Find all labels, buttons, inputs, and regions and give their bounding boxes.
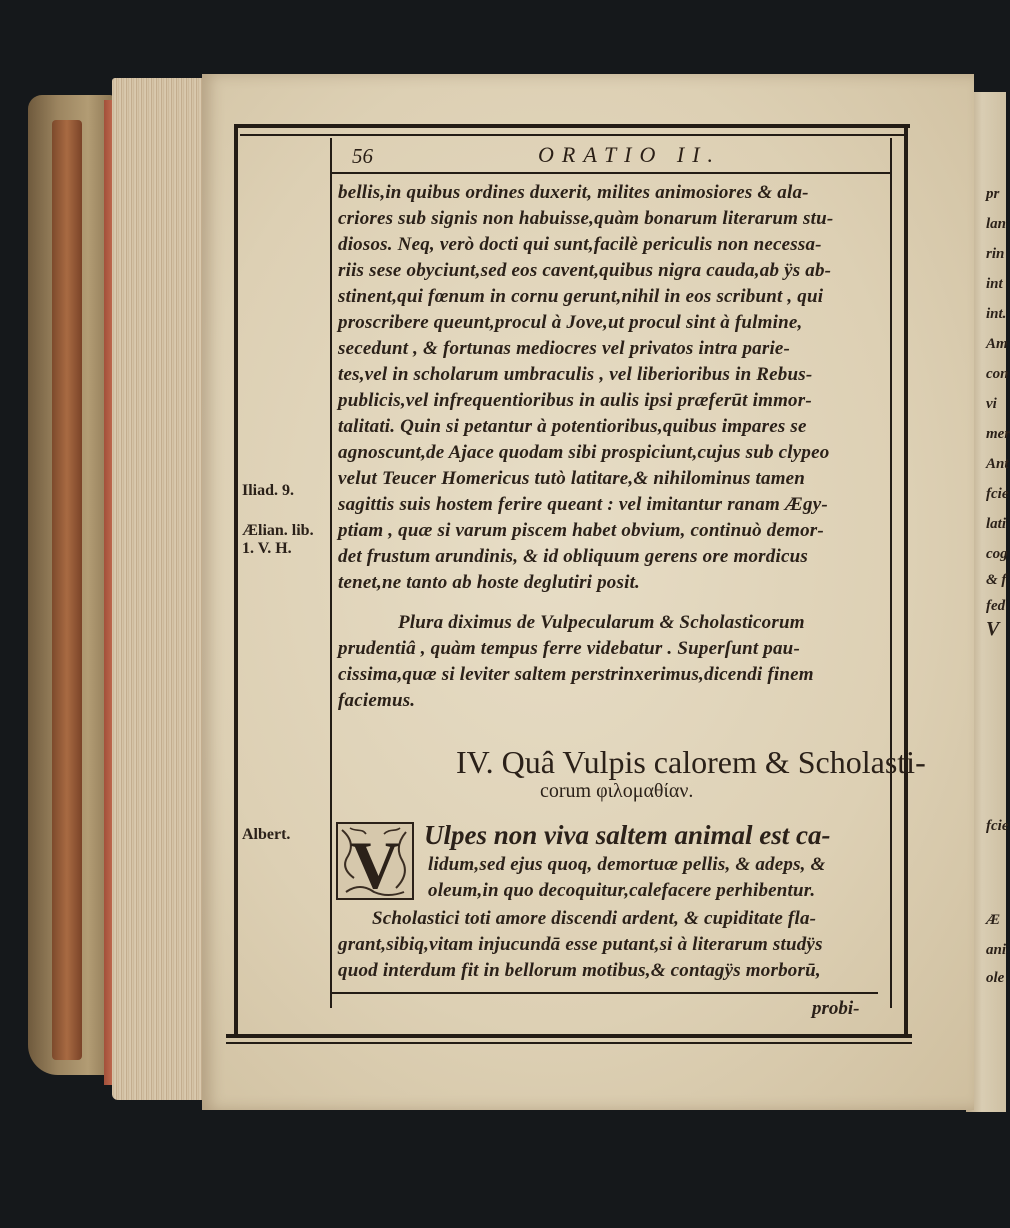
margin-column-rule bbox=[330, 138, 332, 1008]
facing-page-fragment: Ant bbox=[986, 456, 1009, 472]
section-line: grant,sibiq,vitam injucundā esse putant,si à literarum studÿs bbox=[338, 934, 823, 955]
body-line: stinent,qui fœnum in cornu gerunt,nihil in eos scribunt , qui bbox=[338, 286, 824, 307]
body-line: cissima,quæ si leviter saltem perstrinxerimus,dicendi finem bbox=[338, 664, 814, 685]
facing-page-fragment: & f bbox=[986, 572, 1007, 588]
body-line: faciemus. bbox=[338, 690, 416, 711]
body-line: proscribere queunt,procul à Jove,ut procul sint à fulmine, bbox=[338, 312, 803, 333]
body-line: talitati. Quin si petantur à potentioribus,quibus impares se bbox=[338, 416, 807, 437]
body-line: velut Teucer Homericus tutò latitare,& nihilominus tamen bbox=[338, 468, 806, 489]
section-heading: IV. Quâ Vulpis calorem & Scholasti- bbox=[456, 744, 926, 780]
facing-page-fragment: Am bbox=[986, 336, 1008, 352]
body-line: riis sese obyciunt,sed eos cavent,quibus nigra cauda,ab ÿs ab- bbox=[338, 260, 832, 281]
section-line: oleum,in quo decoquitur,calefacere perhibentur. bbox=[428, 880, 816, 901]
facing-page-fragment: mer bbox=[986, 426, 1010, 442]
body-line: diosos. Neq, verò docti qui sunt,facilè periculis non necessa- bbox=[338, 234, 822, 255]
decorated-initial bbox=[336, 822, 414, 903]
body-line: det frustum arundinis, & id obliquum gerens ore mordicus bbox=[338, 546, 808, 567]
frame-top-inner-rule bbox=[240, 134, 904, 136]
body-line: ptiam , quæ si varum piscem habet obvium, continuò demor- bbox=[338, 520, 824, 541]
facing-page-fragment: Æ bbox=[986, 912, 1001, 928]
frame-left-rule bbox=[234, 124, 238, 1034]
body-line: sagittis suis hostem ferire queant : vel imitantur ranam Ægy- bbox=[338, 494, 828, 515]
section-line: quod interdum fit in bellorum motibus,& contagÿs morborū, bbox=[338, 960, 821, 981]
body-line: agnoscunt,de Ajace quodam sibi prospiciunt,cujus sub clypeo bbox=[338, 442, 830, 463]
facing-page-fragment: fcie bbox=[986, 486, 1009, 502]
margin-note-vh: 1. V. H. bbox=[242, 540, 292, 557]
body-line: tes,vel in scholarum umbraculis , vel liberioribus in Rebus- bbox=[338, 364, 813, 385]
body-line: Plura diximus de Vulpecularum & Scholasticorum bbox=[398, 612, 805, 633]
frame-bottom-inner-rule bbox=[226, 1042, 912, 1044]
text-right-rule bbox=[890, 138, 892, 1008]
text-bottom-rule bbox=[332, 992, 878, 994]
cover-edge bbox=[52, 120, 82, 1060]
dropcap-letter: V bbox=[350, 827, 400, 903]
frame-top-rule bbox=[236, 124, 910, 128]
facing-page-fragment: V bbox=[986, 618, 1000, 640]
facing-page-fragment: ole bbox=[986, 970, 1005, 986]
margin-note-iliad: Iliad. 9. bbox=[242, 482, 295, 499]
facing-page-fragment: ani bbox=[986, 942, 1007, 958]
facing-page-fragment: int bbox=[986, 276, 1003, 292]
catchword: probi- bbox=[812, 998, 860, 1019]
section-subheading: corum φιλομαθίαν. bbox=[540, 780, 694, 802]
body-line: publicis,vel infrequentioribus in aulis ipsi præferūt immor- bbox=[338, 390, 812, 411]
header-rule bbox=[332, 172, 890, 174]
facing-page-fragment: pr bbox=[986, 186, 1000, 202]
running-head: ORATIO II. bbox=[538, 142, 722, 167]
facing-page-fragment: fed bbox=[986, 598, 1006, 614]
body-line: bellis,in quibus ordines duxerit, milites animosiores & ala- bbox=[338, 182, 809, 203]
section-line: lidum,sed ejus quoq, demortuæ pellis, & adeps, & bbox=[428, 854, 826, 875]
facing-page-fragment: fcie bbox=[986, 818, 1009, 834]
section-first-line: Ulpes non viva saltem animal est ca- bbox=[424, 820, 831, 850]
facing-page-fragment: vi bbox=[986, 396, 997, 412]
facing-page-fragment: con bbox=[986, 366, 1009, 382]
page-number: 56 bbox=[352, 144, 373, 168]
margin-note-aelian: Ælian. lib. bbox=[242, 522, 314, 539]
margin-note-albert: Albert. bbox=[242, 826, 291, 843]
page-edges bbox=[112, 78, 210, 1100]
frame-bottom-rule bbox=[226, 1034, 912, 1038]
facing-page-fragment: rin bbox=[986, 246, 1005, 262]
facing-page-fragment: cog bbox=[986, 546, 1008, 562]
body-line: secedunt , & fortunas mediocres vel privatos intra parie- bbox=[338, 338, 791, 359]
facing-page-fragment: lati bbox=[986, 516, 1007, 532]
section-line: Scholastici toti amore discendi ardent, & cupiditate fla- bbox=[372, 908, 817, 929]
facing-page-fragment: lan bbox=[986, 216, 1007, 232]
body-line: tenet,ne tanto ab hoste deglutiri posit. bbox=[338, 572, 640, 593]
facing-page-fragment: int. bbox=[986, 306, 1007, 322]
frame-right-rule bbox=[904, 124, 908, 1036]
body-line: prudentiâ , quàm tempus ferre videbatur . Superſunt pau- bbox=[338, 638, 800, 659]
body-line: criores sub signis non habuisse,quàm bonarum literarum stu- bbox=[338, 208, 834, 229]
